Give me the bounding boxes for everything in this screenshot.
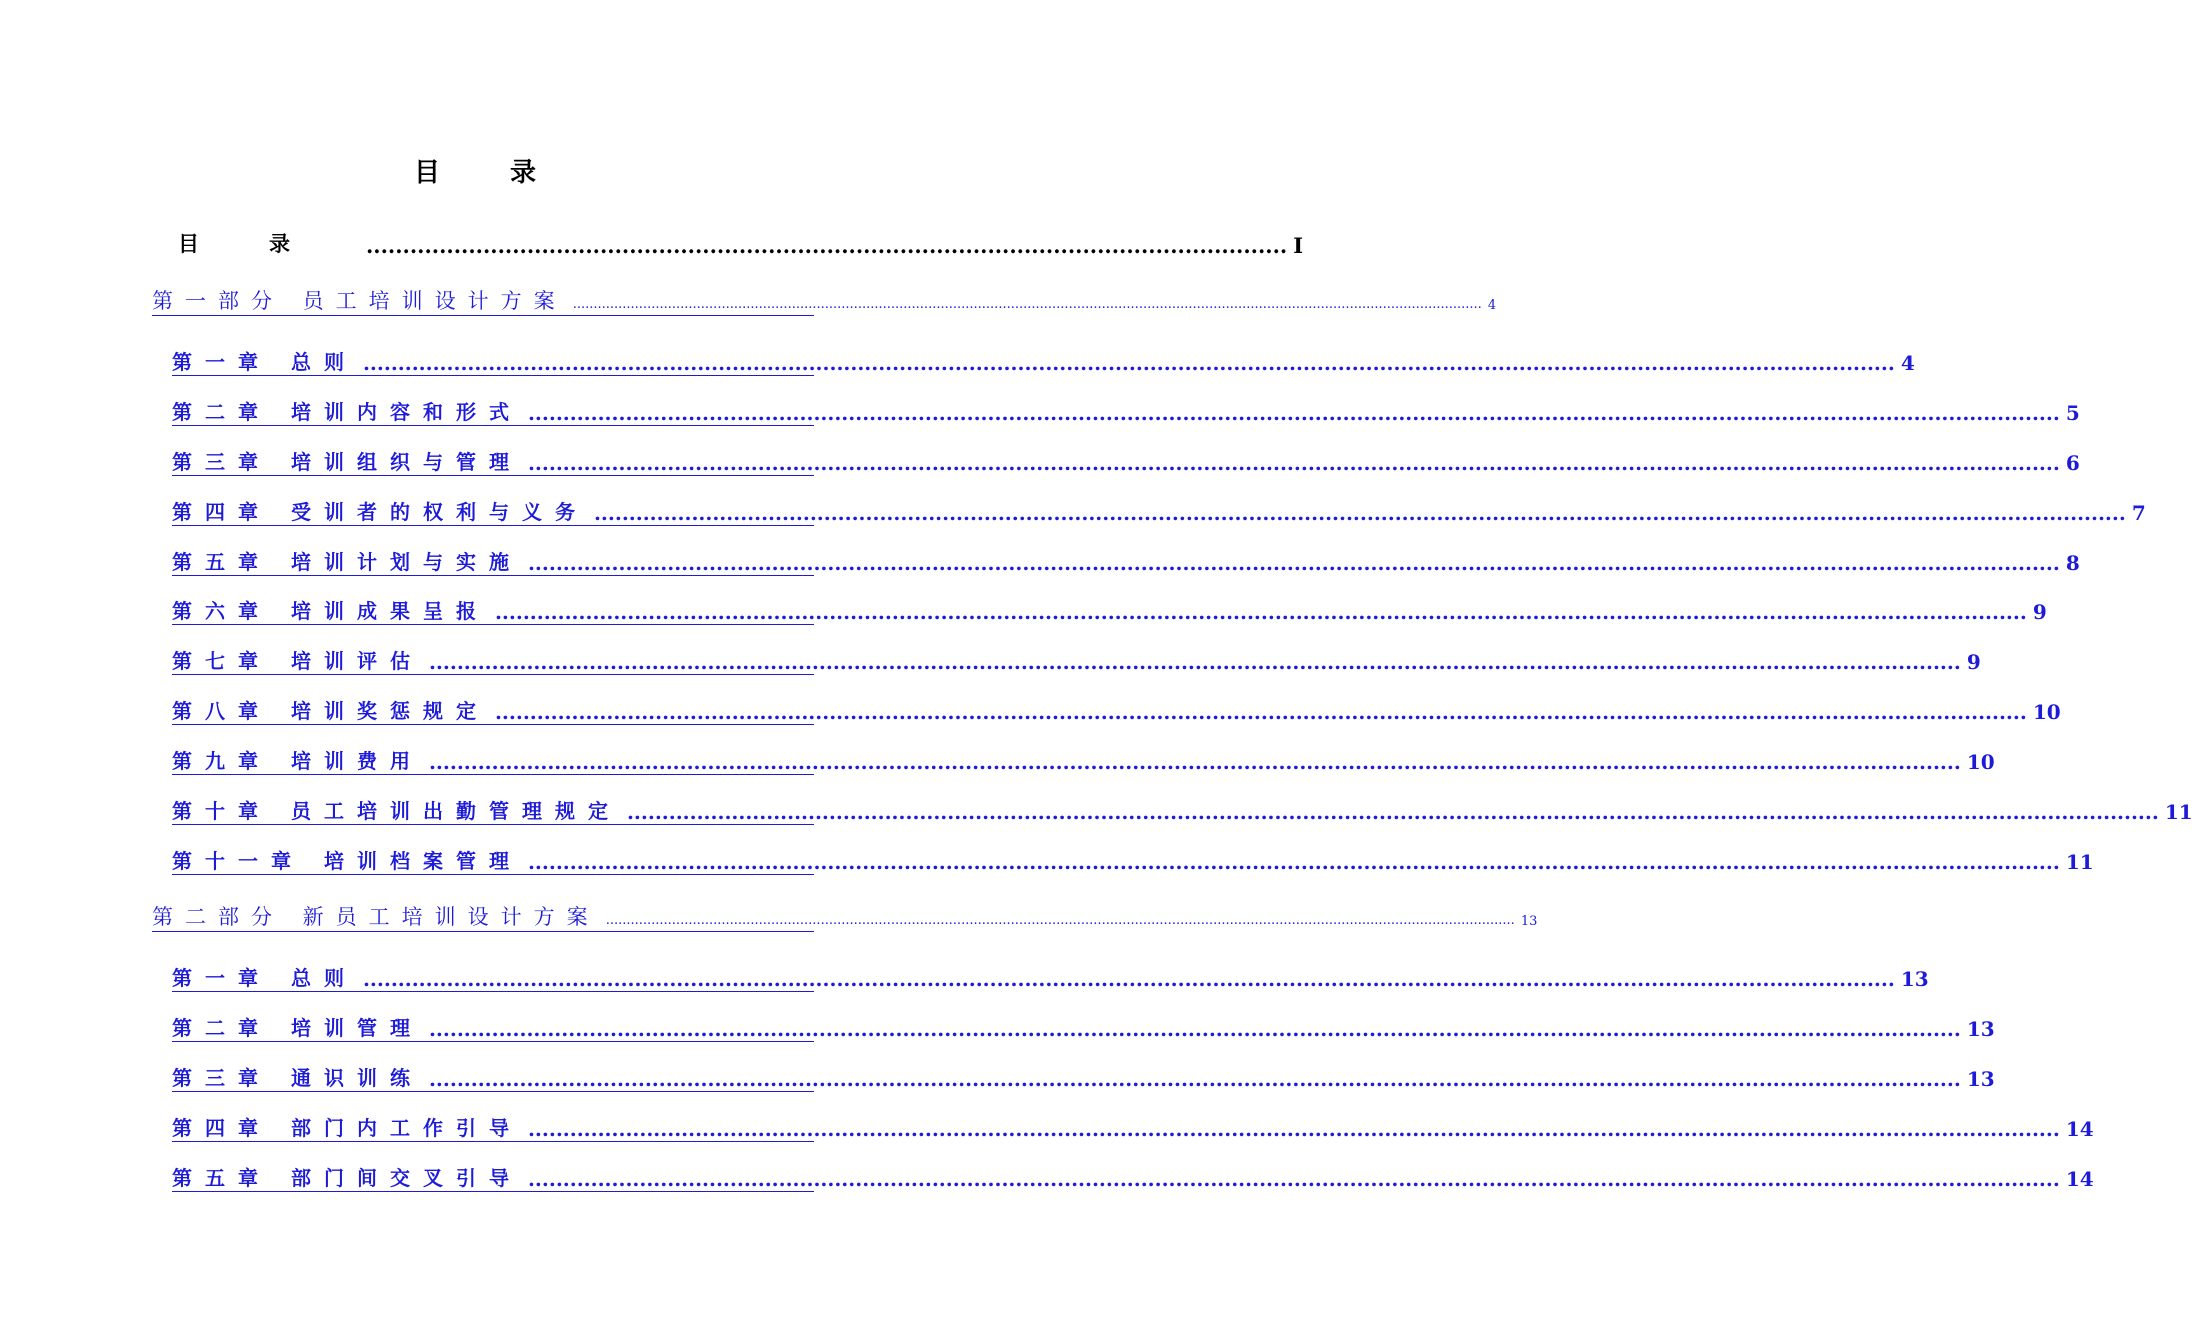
- toc-leader-dots: ............................................................................................................................................................................................................................: [362, 351, 1895, 375]
- toc-chapter-label: 第二章 培训内容和形式: [172, 400, 522, 424]
- toc-chapter-link[interactable]: [172, 1108, 2094, 1142]
- toc-leader-dots: ..............................................................................................................................: [366, 233, 1288, 258]
- toc-chapter-link[interactable]: [172, 342, 1915, 376]
- toc-chapter-label: 第五章 部门间交叉引导: [172, 1166, 522, 1190]
- toc-leader-dots: ............................................................................................................................................................................................................................: [428, 650, 1961, 674]
- toc-leader-dots: ............................................................................................................................................................................................................................: [428, 1067, 1961, 1091]
- toc-chapter-label: 第十章 员工培训出勤管理规定: [172, 799, 621, 823]
- toc-part-label: 第一部分 员工培训设计方案: [152, 289, 567, 313]
- toc-chapter-link[interactable]: [172, 442, 2080, 476]
- toc-chapter-link[interactable]: [172, 1158, 2094, 1192]
- toc-chapter-label: 第九章 培训费用: [172, 749, 423, 773]
- toc-chapter-link[interactable]: [172, 841, 2094, 875]
- toc-chapter-label: 第八章 培训奖惩规定: [172, 699, 489, 723]
- toc-chapter-page: 14: [2065, 1117, 2094, 1141]
- toc-chapter-link[interactable]: [172, 1008, 1995, 1042]
- toc-chapter-label: 第一章 总则: [172, 350, 357, 374]
- toc-leader-dots: ............................................................................................................................................................................................................................: [527, 1167, 2060, 1191]
- toc-leader-dots: ............................................................................................................................................................................................................................: [605, 913, 1515, 928]
- toc-leader-dots: ............................................................................................................................................................................................................................: [593, 501, 2126, 525]
- toc-chapter-link[interactable]: [172, 1058, 1995, 1092]
- toc-leader-dots: ............................................................................................................................................................................................................................: [362, 967, 1895, 991]
- toc-chapter-page: 8: [2065, 551, 2080, 575]
- toc-chapter-label: 第四章 部门内工作引导: [172, 1116, 522, 1140]
- toc-entry-label: 目录: [178, 231, 360, 256]
- toc-leader-dots: ............................................................................................................................................................................................................................: [572, 297, 1482, 312]
- toc-chapter-page: 13: [1966, 1017, 1995, 1041]
- toc-part-label: 第二部分 新员工培训设计方案: [152, 905, 600, 929]
- toc-chapter-link[interactable]: [172, 542, 2080, 576]
- toc-chapter-label: 第七章 培训评估: [172, 649, 423, 673]
- toc-chapter-label: 第六章 培训成果呈报: [172, 599, 489, 623]
- toc-chapter-page: 14: [2065, 1167, 2094, 1191]
- toc-chapter-label: 第一章 总则: [172, 966, 357, 990]
- toc-chapter-link[interactable]: [172, 741, 1995, 775]
- toc-chapter-page: 11: [2164, 800, 2193, 824]
- toc-leader-dots: ............................................................................................................................................................................................................................: [494, 600, 2027, 624]
- toc-chapter-page: 13: [1966, 1067, 1995, 1091]
- toc-chapter-label: 第三章 通识训练: [172, 1066, 423, 1090]
- toc-part-link[interactable]: [152, 898, 1538, 932]
- toc-chapter-link[interactable]: [172, 791, 2193, 825]
- toc-chapter-label: 第十一章 培训档案管理: [172, 849, 522, 873]
- toc-chapter-page: 7: [2131, 501, 2146, 525]
- toc-chapter-page: 11: [2065, 850, 2094, 874]
- toc-leader-dots: ............................................................................................................................................................................................................................: [626, 800, 2159, 824]
- toc-chapter-label: 第五章 培训计划与实施: [172, 550, 522, 574]
- toc-chapter-page: 4: [1900, 351, 1915, 375]
- toc-part-link[interactable]: [152, 282, 1497, 316]
- toc-chapter-link[interactable]: [172, 641, 1981, 675]
- toc-chapter-page: 9: [2032, 600, 2047, 624]
- toc-part-page: 13: [1520, 914, 1538, 929]
- toc-leader-dots: ............................................................................................................................................................................................................................: [527, 401, 2060, 425]
- toc-chapter-link[interactable]: [172, 691, 2061, 725]
- toc-chapter-link[interactable]: [172, 591, 2047, 625]
- toc-chapter-label: 第三章 培训组织与管理: [172, 450, 522, 474]
- toc-chapter-page: 6: [2065, 451, 2080, 475]
- toc-leader-dots: ............................................................................................................................................................................................................................: [428, 750, 1961, 774]
- toc-entry-page: I: [1293, 233, 1304, 258]
- toc-chapter-page: 10: [1966, 750, 1995, 774]
- page-title-text: 目录: [413, 158, 606, 188]
- page-title: [0, 152, 950, 189]
- toc-chapter-page: 13: [1900, 967, 1929, 991]
- toc-leader-dots: ............................................................................................................................................................................................................................: [527, 850, 2060, 874]
- toc-chapter-page: 5: [2065, 401, 2080, 425]
- toc-chapter-page: 9: [1966, 650, 1981, 674]
- toc-chapter-link[interactable]: [172, 492, 2146, 526]
- toc-chapter-link[interactable]: [172, 958, 1929, 992]
- toc-leader-dots: ............................................................................................................................................................................................................................: [527, 551, 2060, 575]
- toc-chapter-label: 第四章 受训者的权利与义务: [172, 500, 588, 524]
- toc-part-page: 4: [1487, 298, 1497, 313]
- toc-chapter-link[interactable]: [172, 392, 2080, 426]
- toc-leader-dots: ............................................................................................................................................................................................................................: [527, 451, 2060, 475]
- toc-leader-dots: ............................................................................................................................................................................................................................: [527, 1117, 2060, 1141]
- toc-leader-dots: ............................................................................................................................................................................................................................: [494, 700, 2027, 724]
- toc-main-entry: [178, 224, 1304, 258]
- toc-leader-dots: ............................................................................................................................................................................................................................: [428, 1017, 1961, 1041]
- toc-chapter-label: 第二章 培训管理: [172, 1016, 423, 1040]
- toc-chapter-page: 10: [2032, 700, 2061, 724]
